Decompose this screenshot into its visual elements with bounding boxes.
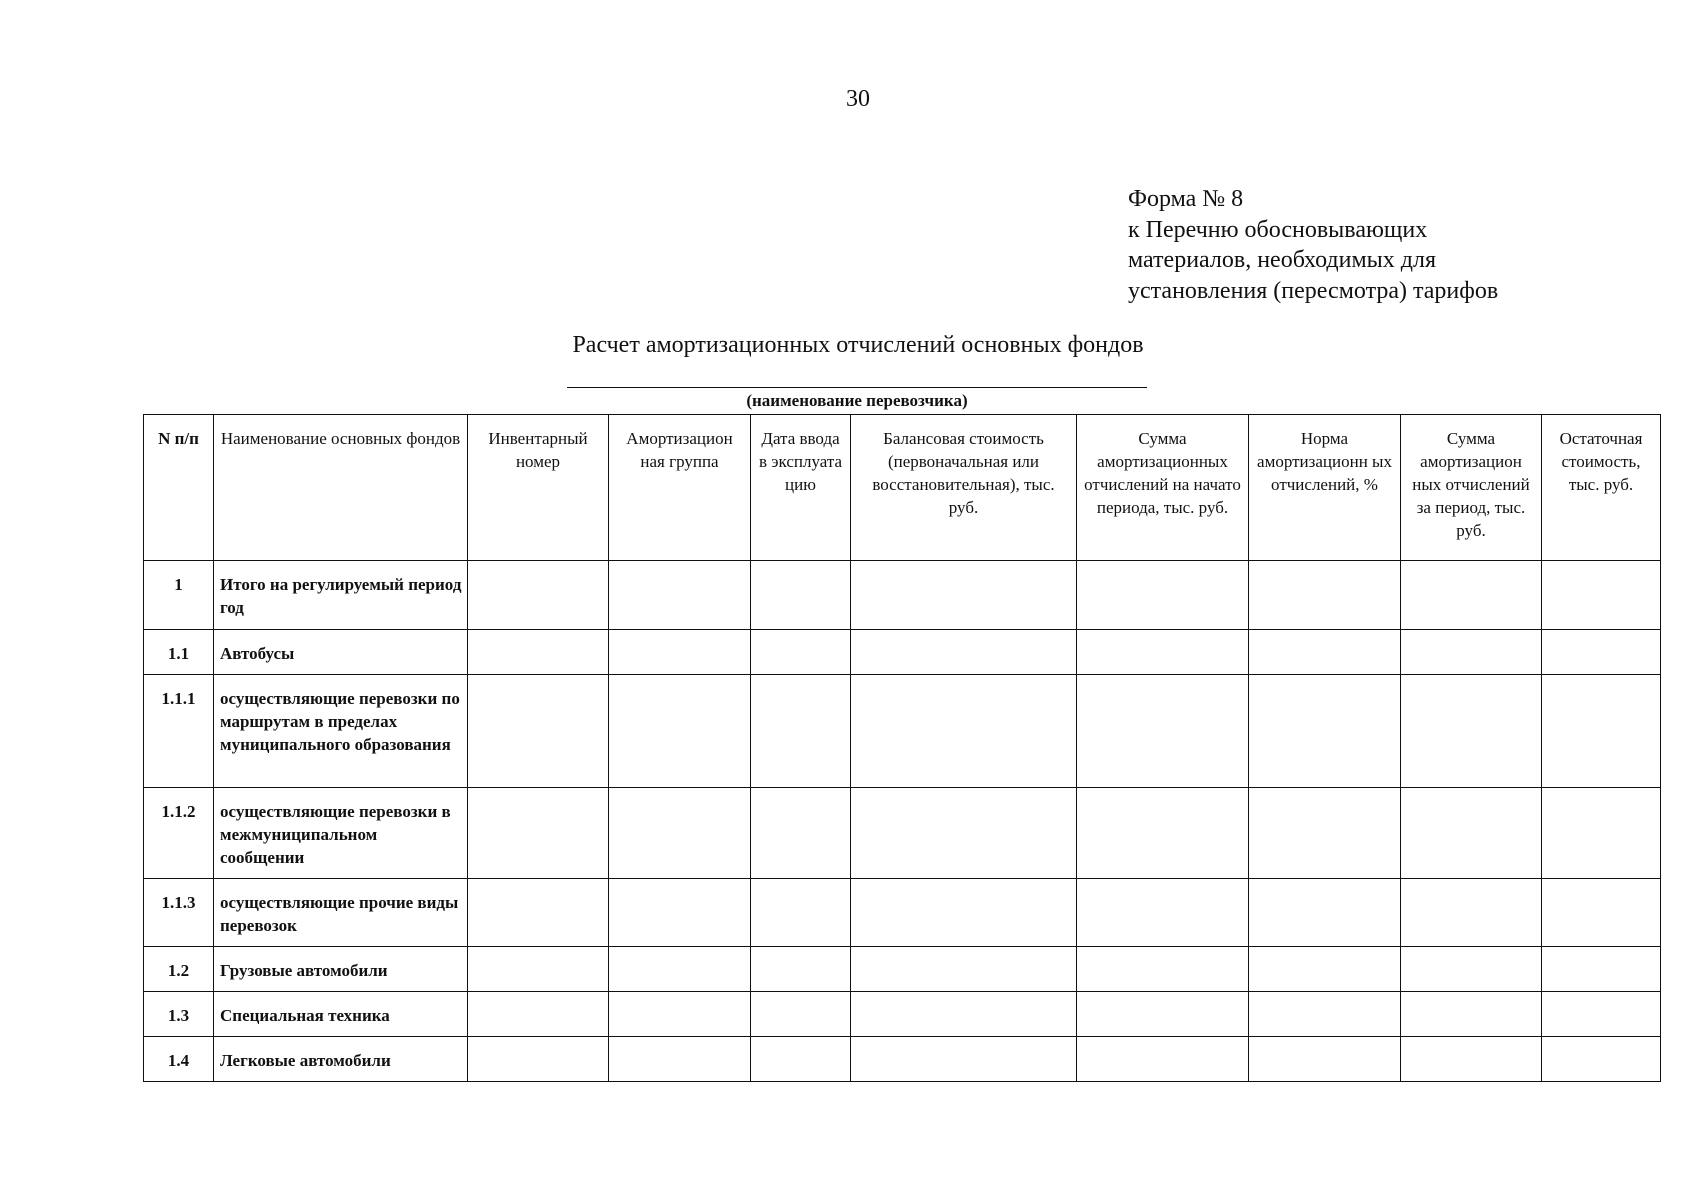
header-book-value: Балансовая стоимость (первоначальная или восстановительная), тыс. руб.	[851, 415, 1077, 561]
cell-commissioning-date[interactable]	[751, 561, 851, 630]
form-reference-line: Форма № 8	[1128, 186, 1244, 212]
cell-residual-value[interactable]	[1542, 630, 1661, 675]
cell-residual-value[interactable]	[1542, 675, 1661, 788]
cell-inventory-number[interactable]	[468, 788, 609, 879]
cell-book-value[interactable]	[851, 675, 1077, 788]
cell-depreciation-period[interactable]	[1401, 561, 1542, 630]
cell-book-value[interactable]	[851, 947, 1077, 992]
cell-depreciation-period[interactable]	[1401, 947, 1542, 992]
header-commissioning-date: Дата ввода в эксплуата цию	[751, 415, 851, 561]
cell-depreciation-start[interactable]	[1077, 947, 1249, 992]
table-row	[144, 675, 1661, 788]
form-reference	[1128, 184, 1648, 306]
cell-commissioning-date[interactable]	[751, 788, 851, 879]
cell-book-value[interactable]	[851, 879, 1077, 947]
cell-depreciation-group[interactable]	[609, 788, 751, 879]
cell-commissioning-date[interactable]	[751, 675, 851, 788]
cell-depreciation-rate[interactable]	[1249, 947, 1401, 992]
cell-book-value[interactable]	[851, 630, 1077, 675]
cell-depreciation-group[interactable]	[609, 947, 751, 992]
cell-commissioning-date[interactable]	[751, 947, 851, 992]
table-row	[144, 561, 1661, 630]
cell-depreciation-rate[interactable]	[1249, 992, 1401, 1037]
cell-depreciation-start[interactable]	[1077, 1037, 1249, 1082]
cell-depreciation-group[interactable]	[609, 561, 751, 630]
header-depreciation-group: Амортизацион ная группа	[609, 415, 751, 561]
cell-inventory-number[interactable]	[468, 675, 609, 788]
cell-depreciation-rate[interactable]	[1249, 630, 1401, 675]
form-reference-line: к Перечню обосновывающих	[1128, 216, 1428, 243]
cell-depreciation-start[interactable]	[1077, 561, 1249, 630]
cell-residual-value[interactable]	[1542, 879, 1661, 947]
cell-depreciation-start[interactable]	[1077, 879, 1249, 947]
row-asset-name: Легковые автомобили	[214, 1037, 468, 1082]
cell-depreciation-period[interactable]	[1401, 788, 1542, 879]
cell-depreciation-start[interactable]	[1077, 675, 1249, 788]
cell-inventory-number[interactable]	[468, 1037, 609, 1082]
cell-book-value[interactable]	[851, 561, 1077, 630]
cell-residual-value[interactable]	[1542, 561, 1661, 630]
row-number: 1.1	[144, 630, 214, 675]
form-reference-line: материалов, необходимых для	[1128, 247, 1436, 273]
table-row	[144, 992, 1661, 1037]
cell-depreciation-rate[interactable]	[1249, 788, 1401, 879]
row-asset-name: Итого на регулируемый период год	[214, 561, 468, 630]
table-row	[144, 630, 1661, 675]
page-number: 30	[846, 86, 870, 112]
header-depreciation-start: Сумма амортизационных отчислений на начато периода, тыс. руб.	[1077, 415, 1249, 561]
cell-depreciation-rate[interactable]	[1249, 561, 1401, 630]
document-title: Расчет амортизационных отчислений основных фондов	[572, 332, 1144, 358]
cell-residual-value[interactable]	[1542, 788, 1661, 879]
depreciation-table	[143, 414, 1661, 1082]
cell-book-value[interactable]	[851, 788, 1077, 879]
cell-inventory-number[interactable]	[468, 947, 609, 992]
header-row-number: N п/п	[144, 415, 214, 561]
table-row	[144, 947, 1661, 992]
row-number: 1.1.3	[144, 879, 214, 947]
row-asset-name: осуществляющие перевозки в межмуниципальном сообщении	[214, 788, 468, 879]
cell-depreciation-period[interactable]	[1401, 879, 1542, 947]
cell-depreciation-group[interactable]	[609, 675, 751, 788]
cell-inventory-number[interactable]	[468, 879, 609, 947]
row-number: 1.4	[144, 1037, 214, 1082]
table-header-row	[144, 415, 1661, 561]
cell-inventory-number[interactable]	[468, 992, 609, 1037]
cell-depreciation-rate[interactable]	[1249, 675, 1401, 788]
row-number: 1	[144, 561, 214, 630]
cell-residual-value[interactable]	[1542, 992, 1661, 1037]
cell-residual-value[interactable]	[1542, 1037, 1661, 1082]
cell-inventory-number[interactable]	[468, 561, 609, 630]
cell-commissioning-date[interactable]	[751, 1037, 851, 1082]
row-asset-name: Грузовые автомобили	[214, 947, 468, 992]
cell-commissioning-date[interactable]	[751, 630, 851, 675]
cell-depreciation-group[interactable]	[609, 879, 751, 947]
table-body	[144, 561, 1661, 1082]
table-row	[144, 788, 1661, 879]
row-asset-name: Специальная техника	[214, 992, 468, 1037]
row-number: 1.3	[144, 992, 214, 1037]
row-number: 1.1.1	[144, 675, 214, 788]
cell-inventory-number[interactable]	[468, 630, 609, 675]
header-residual-value: Остаточная стоимость, тыс. руб.	[1542, 415, 1661, 561]
carrier-name-field[interactable]	[567, 387, 1147, 388]
cell-depreciation-start[interactable]	[1077, 788, 1249, 879]
cell-residual-value[interactable]	[1542, 947, 1661, 992]
cell-depreciation-group[interactable]	[609, 1037, 751, 1082]
row-asset-name: Автобусы	[214, 630, 468, 675]
cell-depreciation-period[interactable]	[1401, 630, 1542, 675]
table-row	[144, 1037, 1661, 1082]
cell-depreciation-period[interactable]	[1401, 1037, 1542, 1082]
cell-depreciation-rate[interactable]	[1249, 879, 1401, 947]
row-number: 1.2	[144, 947, 214, 992]
header-asset-name: Наименование основных фондов	[214, 415, 468, 561]
cell-depreciation-rate[interactable]	[1249, 1037, 1401, 1082]
cell-depreciation-group[interactable]	[609, 992, 751, 1037]
row-asset-name: осуществляющие прочие виды перевозок	[214, 879, 468, 947]
cell-depreciation-start[interactable]	[1077, 992, 1249, 1037]
header-depreciation-period: Сумма амортизацион ных отчислений за период, тыс. руб.	[1401, 415, 1542, 561]
form-reference-line: установления (пересмотра) тарифов	[1128, 277, 1499, 304]
cell-book-value[interactable]	[851, 1037, 1077, 1082]
cell-commissioning-date[interactable]	[751, 992, 851, 1037]
table-row	[144, 879, 1661, 947]
cell-depreciation-group[interactable]	[609, 630, 751, 675]
cell-depreciation-period[interactable]	[1401, 992, 1542, 1037]
row-number: 1.1.2	[144, 788, 214, 879]
cell-commissioning-date[interactable]	[751, 879, 851, 947]
header-inventory-number: Инвентарный номер	[468, 415, 609, 561]
header-depreciation-rate: Норма амортизационн ых отчислений, %	[1249, 415, 1401, 561]
cell-book-value[interactable]	[851, 992, 1077, 1037]
cell-depreciation-period[interactable]	[1401, 675, 1542, 788]
cell-depreciation-start[interactable]	[1077, 630, 1249, 675]
carrier-name-caption: (наименование перевозчика)	[746, 391, 968, 410]
row-asset-name: осуществляющие перевозки по маршрутам в пределах муниципального образования	[214, 675, 468, 788]
